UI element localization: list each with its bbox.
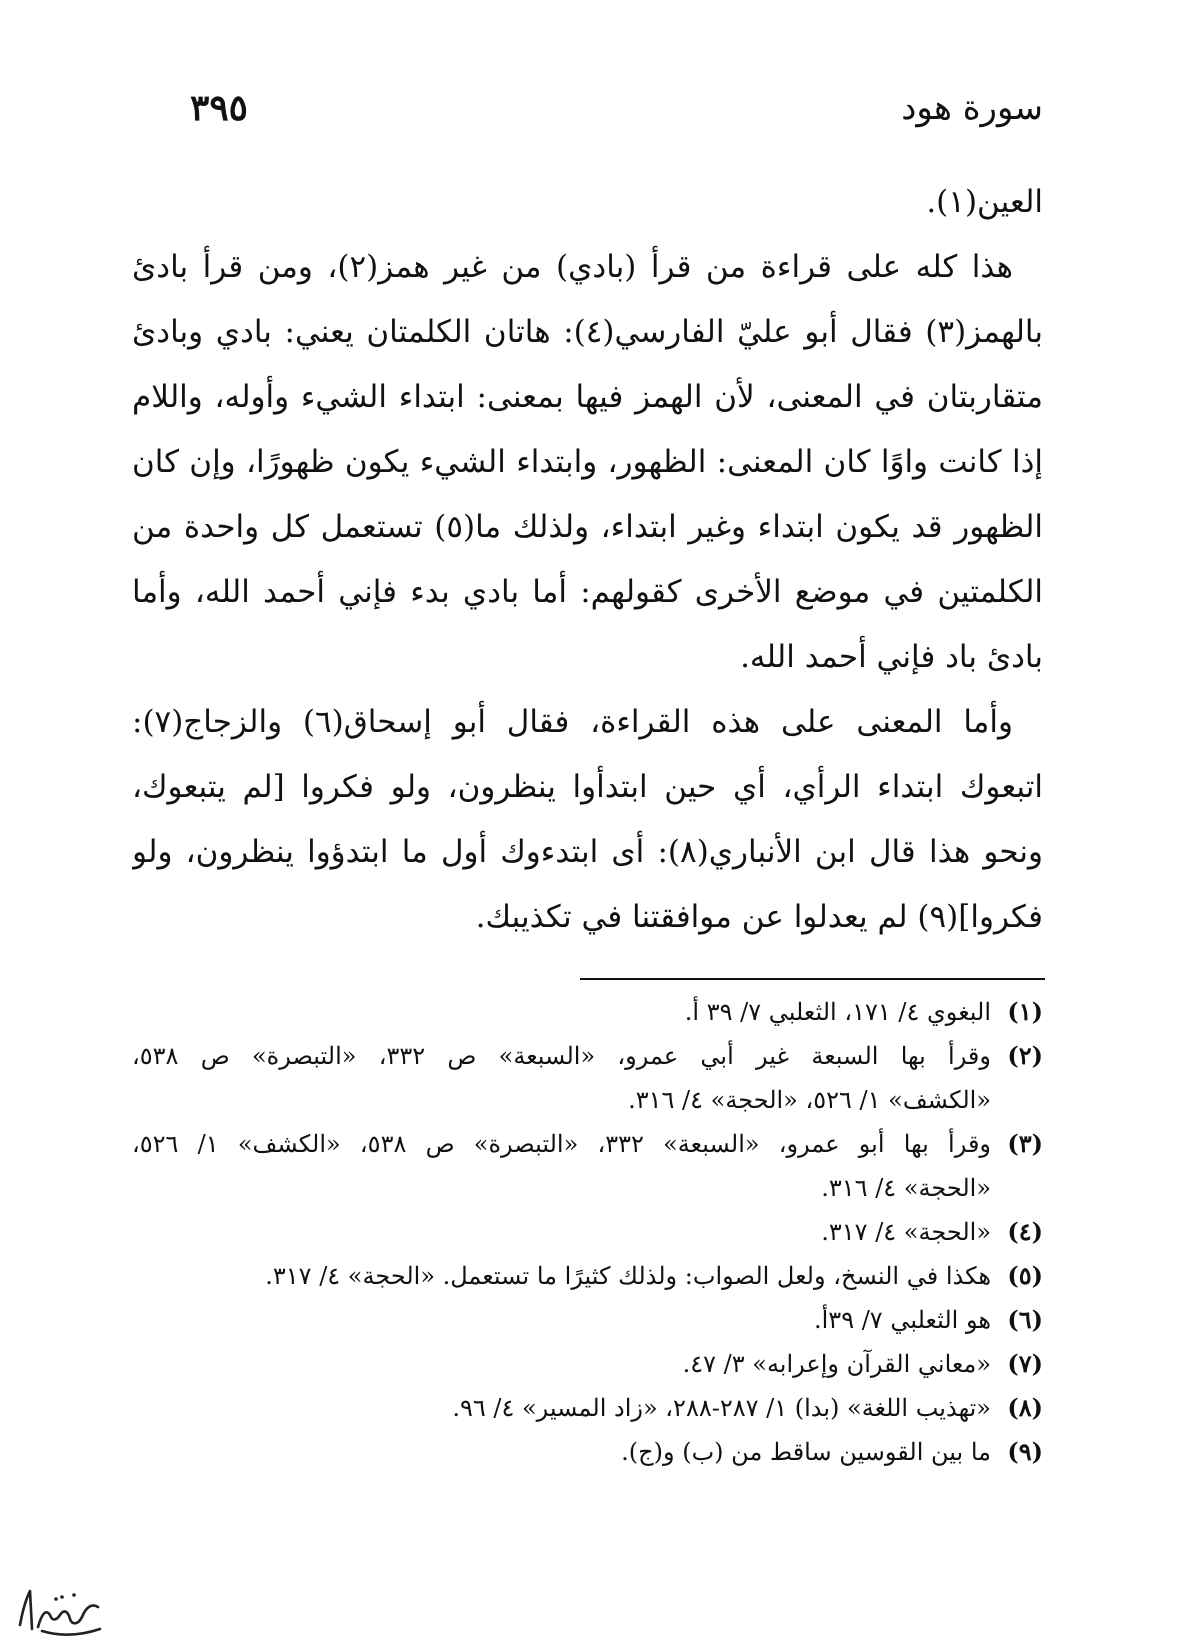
paragraph-3: [132, 690, 1043, 950]
footnote-text: [132, 1342, 991, 1386]
text-line: بالهمز(٣) فقال أبو عليّ الفارسي(٤): هاتان الكلمتان يعني: بادي وبادئ: [132, 314, 1043, 350]
footnote-text: [132, 1210, 991, 1254]
footnote-text: [132, 1254, 991, 1298]
page-number: ٣٩٥: [190, 87, 249, 129]
footnote-number: (٧): [1007, 1349, 1043, 1378]
footnote-line: «الحجة» ٤/ ٣١٦.: [821, 1174, 991, 1202]
footnote-number: (٥): [1007, 1261, 1043, 1290]
footnote-text: [132, 1034, 991, 1122]
paragraph-2: [132, 235, 1043, 690]
footnote-item: [132, 1386, 1043, 1430]
footnote-number: (٩): [1007, 1437, 1043, 1466]
footnote-number: (٢): [1007, 1041, 1043, 1070]
footnote-line: «تهذيب اللغة» (بدا) ١/ ٢٨٧-٢٨٨، «زاد المسير» ٤/ ٩٦.: [452, 1394, 991, 1422]
footnote-item: [132, 1298, 1043, 1342]
footnote-line: وقرأ بها السبعة غير أبي عمرو، «السبعة» ص ٣٣٢، «التبصرة» ص ٥٣٨،: [132, 1042, 991, 1070]
footnote-line: «الحجة» ٤/ ٣١٧.: [821, 1218, 991, 1246]
main-text: [132, 170, 1043, 950]
text-line: إذا كانت واوًا كان المعنى: الظهور، وابتداء الشيء يكون ظهورًا، وإن كان: [132, 444, 1043, 480]
footnote-number: (١): [1007, 997, 1043, 1026]
footnote-text: [132, 1386, 991, 1430]
text-line: العين(١).: [926, 184, 1043, 220]
footnote-line: وقرأ بها أبو عمرو، «السبعة» ٣٣٢، «التبصرة» ص ٥٣٨، «الكشف» ١/ ٥٢٦،: [132, 1130, 991, 1158]
footnote-item: [132, 1210, 1043, 1254]
paragraph-1: [132, 170, 1043, 235]
footnote-text: [132, 1298, 991, 1342]
footnote-item: [132, 1034, 1043, 1122]
text-line: ونحو هذا قال ابن الأنباري(٨): أى ابتدءوك أول ما ابتدؤوا ينظرون، ولو: [132, 834, 1043, 870]
text-line: هذا كله على قراءة من قرأ (بادي) من غير همز(٢)، ومن قرأ بادئ: [132, 249, 1013, 285]
text-line: الظهور قد يكون ابتداء وغير ابتداء، ولذلك ما(٥) تستعمل كل واحدة من: [132, 509, 1043, 545]
text-line: وأما المعنى على هذه القراءة، فقال أبو إسحاق(٦) والزجاج(٧):: [132, 704, 1013, 740]
footnote-number: (٨): [1007, 1393, 1043, 1422]
surah-title: سورة هود: [901, 88, 1043, 128]
footnote-text: [132, 1122, 991, 1210]
text-line: فكروا](٩) لم يعدلوا عن موافقتنا في تكذيبك.: [475, 899, 1043, 935]
footnote-number: (٦): [1007, 1305, 1043, 1334]
footnote-line: هو الثعلبي ٧/ ٣٩أ.: [814, 1306, 991, 1334]
footnote-text: [132, 990, 991, 1034]
footnote-line: هكذا في النسخ، ولعل الصواب: ولذلك كثيرًا ما تستعمل. «الحجة» ٤/ ٣١٧.: [265, 1262, 991, 1290]
footnote-line: ما بين القوسين ساقط من (ب) و(ج).: [621, 1438, 991, 1466]
footnote-item: [132, 990, 1043, 1034]
footnote-text: [132, 1430, 991, 1474]
footnote-separator: [580, 978, 1045, 980]
footnote-item: [132, 1122, 1043, 1210]
footnote-number: (٤): [1007, 1217, 1043, 1246]
footnote-item: [132, 1254, 1043, 1298]
footnote-number: (٣): [1007, 1129, 1043, 1158]
footnote-line: البغوي ٤/ ١٧١، الثعلبي ٧/ ٣٩ أ.: [684, 998, 991, 1026]
calligraphy-logo-icon: [12, 1585, 107, 1640]
text-line: بادئ باد فإني أحمد الله.: [740, 639, 1043, 675]
footnote-line: «معاني القرآن وإعرابه» ٣/ ٤٧.: [682, 1350, 991, 1378]
footnote-item: [132, 1342, 1043, 1386]
text-line: اتبعوك ابتداء الرأي، أي حين ابتدأوا ينظرون، ولو فكروا [لم يتبعوك،: [132, 769, 1043, 805]
text-line: الكلمتين في موضع الأخرى كقولهم: أما بادي بدء فإني أحمد الله، وأما: [132, 574, 1043, 610]
footnote-line: «الكشف» ١/ ٥٢٦، «الحجة» ٤/ ٣١٦.: [628, 1086, 991, 1114]
footnote-item: [132, 1430, 1043, 1474]
text-line: متقاربتان في المعنى، لأن الهمز فيها بمعنى: ابتداء الشيء وأوله، واللام: [132, 379, 1043, 415]
footnotes: [132, 990, 1043, 1474]
